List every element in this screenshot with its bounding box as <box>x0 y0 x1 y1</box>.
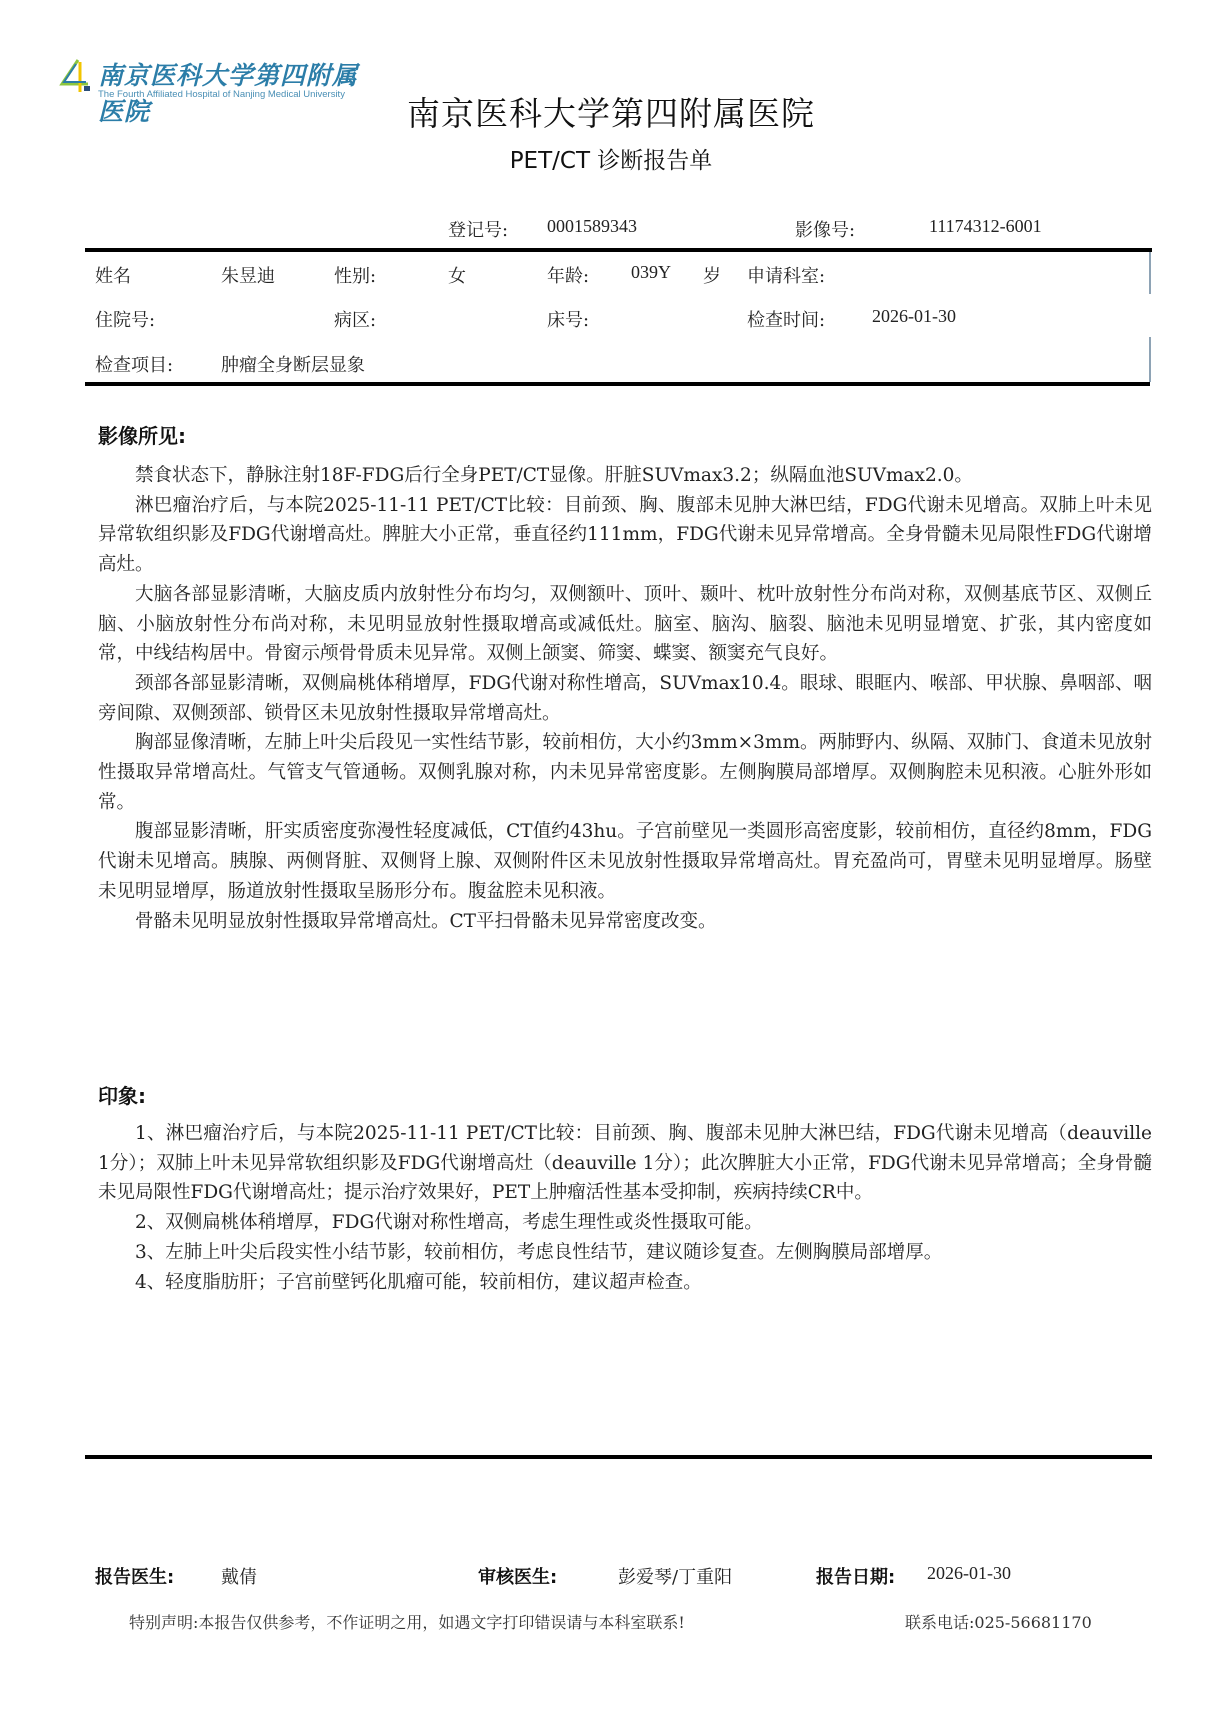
image-number-label: 影像号: <box>795 220 856 241</box>
ward-label: 病区: <box>334 310 377 331</box>
findings-paragraph: 颈部各部显影清晰，双侧扁桃体稍增厚，FDG代谢对称性增高，SUVmax10.4。眼球、眼眶内、喉部、甲状腺、鼻咽部、咽旁间隙、双侧颈部、锁骨区未见放射性摄取异常增高灶。 <box>98 672 1152 724</box>
impression-item: 2、双侧扁桃体稍增厚，FDG代谢对称性增高，考虑生理性或炎性摄取可能。 <box>135 1212 763 1234</box>
name-label: 姓名 <box>95 266 131 287</box>
bed-number-label: 床号: <box>547 310 590 331</box>
signature-top-rule <box>85 1455 1152 1459</box>
disclaimer-text: 特别声明:本报告仅供参考，不作证明之用，如遇文字打印错误请与本科室联系! <box>129 1613 685 1632</box>
registration-number-value: 0001589343 <box>547 216 637 236</box>
impression-body <box>98 1119 1152 1297</box>
impression-item: 1、淋巴瘤治疗后，与本院2025-11-11 PET/CT比较：目前颈、胸、腹部未见肿大淋巴结，FDG代谢未见增高（deauville 1分）；双肺上叶未见异常软组织影及FDG代谢增高灶（deauville 1分）；此次脾脏大小正常，FDG代谢未见异常增高；全身骨髓未见局限性FDG代谢增高灶；提示治疗效果好，PET上肿瘤活性基本受抑制，疾病持续CR中。 <box>98 1123 1152 1204</box>
exam-time-value: 2026-01-30 <box>872 306 956 326</box>
findings-body <box>98 461 1152 936</box>
age-value: 039Y <box>631 262 671 282</box>
inpatient-number-label: 住院号: <box>95 310 156 331</box>
findings-paragraph: 大脑各部显影清晰，大脑皮质内放射性分布均匀，双侧额叶、顶叶、颞叶、枕叶放射性分布尚对称，双侧基底节区、双侧丘脑、小脑放射性分布尚对称，未见明显放射性摄取增高或减低灶。脑室、脑沟、脑裂、脑池未见明显增宽、扩张，其内密度如常，中线结构居中。骨窗示颅骨骨质未见异常。双侧上颌窦、筛窦、蝶窦、额窦充气良好。 <box>98 583 1152 665</box>
sex-label: 性别: <box>334 266 377 287</box>
registration-number-label: 登记号: <box>448 220 509 241</box>
reviewing-doctor-label: 审核医生: <box>478 1567 558 1588</box>
reviewing-doctor-value: 彭爱琴/丁重阳 <box>618 1567 733 1588</box>
image-number-value: 11174312-6001 <box>929 216 1042 236</box>
logo-chinese-text: 南京医科大学第四附属医院 <box>98 61 359 126</box>
report-date-label: 报告日期: <box>816 1567 896 1588</box>
report-subtitle: PET/CT 诊断报告单 <box>509 148 713 174</box>
sex-value: 女 <box>448 266 466 287</box>
reporting-doctor-label: 报告医生: <box>95 1567 175 1588</box>
table-top-rule <box>85 248 1152 252</box>
contact-phone: 联系电话:025-56681170 <box>905 1613 1092 1632</box>
findings-paragraph: 骨骼未见明显放射性摄取异常增高灶。CT平扫骨骼未见异常密度改变。 <box>135 910 717 932</box>
age-unit: 岁 <box>703 266 721 287</box>
table-right-border <box>1149 252 1151 294</box>
findings-paragraph: 淋巴瘤治疗后，与本院2025-11-11 PET/CT比较：目前颈、胸、腹部未见肿大淋巴结，FDG代谢未见增高。双肺上叶未见异常软组织影及FDG代谢增高灶。脾脏大小正常，垂直径约111mm，FDG代谢未见异常增高。全身骨髓未见局限性FDG代谢增高灶。 <box>98 494 1152 576</box>
exam-item-label: 检查项目: <box>95 355 174 376</box>
impression-item: 4、轻度脂肪肝；子宫前壁钙化肌瘤可能，较前相仿，建议超声检查。 <box>135 1271 702 1293</box>
findings-paragraph: 腹部显影清晰，肝实质密度弥漫性轻度减低，CT值约43hu。子宫前壁见一类圆形高密度影，较前相仿，直径约8mm，FDG代谢未见增高。胰腺、两侧肾脏、双侧肾上腺、双侧附件区未见放射性摄取异常增高灶。胃充盈尚可，胃壁未见明显增厚。肠壁未见明显增厚，肠道放射性摄取呈肠形分布。腹盆腔未见积液。 <box>98 821 1152 902</box>
exam-item-value: 肿瘤全身断层显象 <box>221 355 365 376</box>
logo-english-text: The Fourth Affiliated Hospital of Nanjing Medical University <box>98 89 345 100</box>
report-date-value: 2026-01-30 <box>927 1563 1011 1583</box>
name-value: 朱昱迪 <box>221 266 275 287</box>
exam-time-label: 检查时间: <box>747 310 826 331</box>
table-bottom-rule <box>85 382 1150 386</box>
findings-paragraph: 胸部显像清晰，左肺上叶尖后段见一实性结节影，较前相仿，大小约3mm×3mm。两肺野内、纵隔、双肺门、食道未见放射性摄取异常增高灶。气管支气管通畅。双侧乳腺对称，内未见异常密度影。左侧胸膜局部增厚。双侧胸腔未见积液。心脏外形如常。 <box>98 732 1152 813</box>
age-label: 年龄: <box>547 266 590 287</box>
report-title: 南京医科大学第四附属医院 <box>407 94 815 133</box>
requesting-dept-label: 申请科室: <box>747 266 826 287</box>
findings-heading: 影像所见: <box>98 424 186 448</box>
findings-paragraph: 禁食状态下，静脉注射18F-FDG后行全身PET/CT显像。肝脏SUVmax3.2；纵隔血池SUVmax2.0。 <box>135 465 973 486</box>
impression-item: 3、左肺上叶尖后段实性小结节影，较前相仿，考虑良性结节，建议随诊复查。左侧胸膜局部增厚。 <box>135 1241 943 1263</box>
impression-heading: 印象: <box>98 1084 146 1108</box>
reporting-doctor-value: 戴倩 <box>221 1567 257 1588</box>
table-right-border <box>1149 337 1151 382</box>
